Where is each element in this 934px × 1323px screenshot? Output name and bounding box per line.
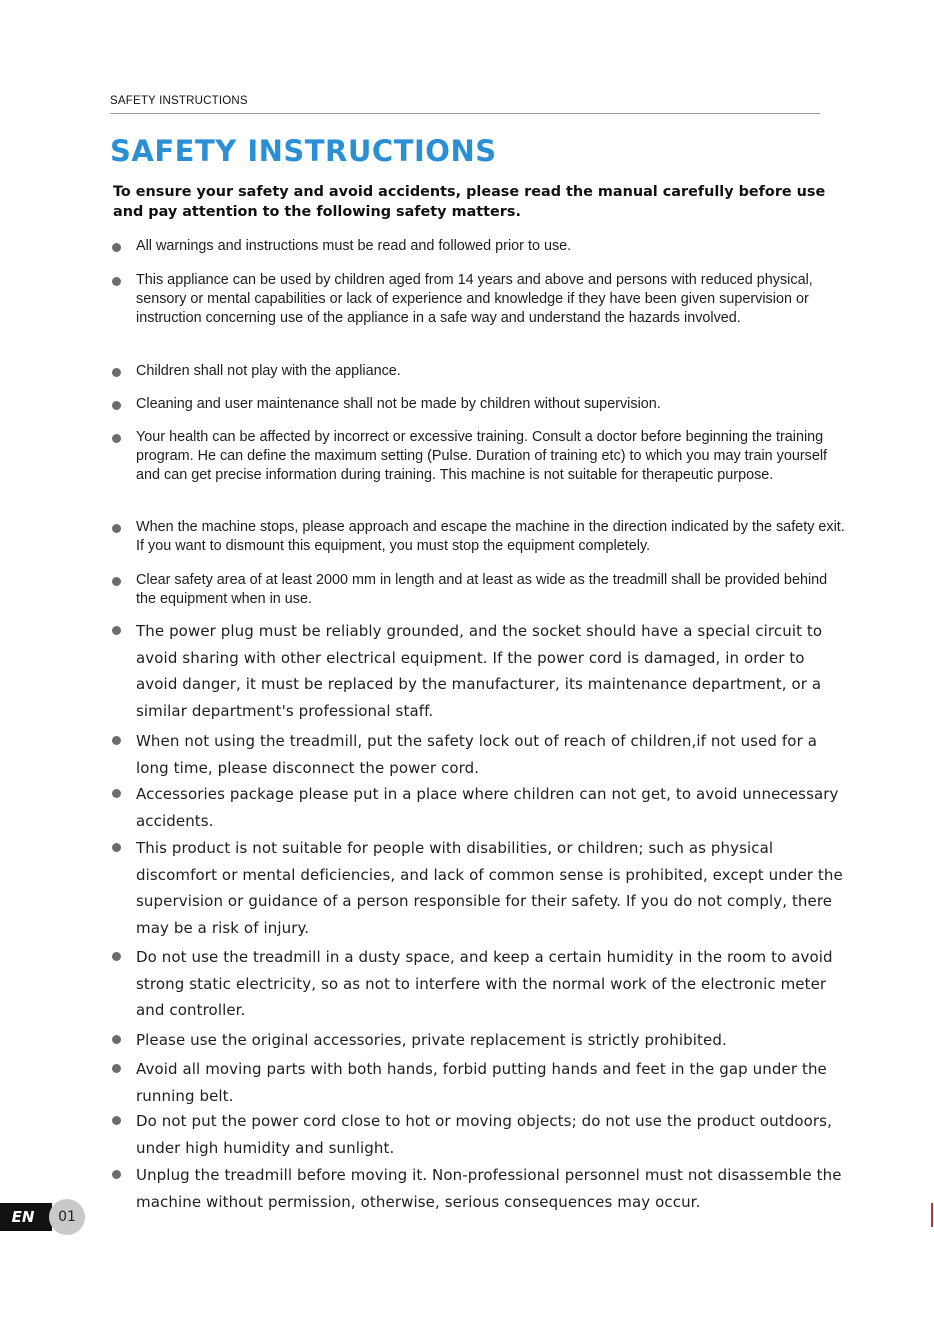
bullet-icon	[112, 524, 121, 533]
list-item-text: This appliance can be used by children aged from 14 years and above and persons with reduced physical, sensory or mental capabilities or lack of experience and knowledge if they have been given supervision or instruction concerning use of the appliance in a safe way and understand the hazards involved.	[136, 272, 813, 326]
list-item-text: Unplug the treadmill before moving it. Non-professional personnel must not disassemble the machine without permission, otherwise, serious consequences may occur.	[136, 1166, 842, 1211]
page-title: SAFETY INSTRUCTIONS	[110, 134, 497, 168]
list-item-text: When not using the treadmill, put the safety lock out of reach of children,if not used for a long time, please disconnect the power cord.	[136, 732, 817, 777]
list-item	[110, 618, 850, 724]
list-item	[110, 395, 850, 414]
list-item	[110, 237, 850, 256]
list-item-text: The power plug must be reliably grounded, and the socket should have a special circuit to avoid sharing with other electrical equipment. If the power cord is damaged, in order to avoid danger, it must be replaced by the manufacturer, its maintenance department, or a similar department's professional staff.	[136, 622, 823, 720]
list-item	[110, 728, 850, 781]
list-item-text: Do not put the power cord close to hot or moving objects; do not use the product outdoors, under high humidity and sunlight.	[136, 1112, 832, 1157]
language-tab: EN	[0, 1203, 52, 1231]
bullet-icon	[112, 736, 121, 745]
page-number-badge: 01	[49, 1199, 85, 1235]
list-item	[110, 781, 850, 834]
intro-paragraph: To ensure your safety and avoid accidents, please read the manual carefully before use and pay attention to the following safety matters.	[113, 184, 826, 220]
list-item	[110, 271, 850, 328]
list-item	[110, 1056, 850, 1109]
list-item-text: When the machine stops, please approach and escape the machine in the direction indicated by the safety exit. If you want to dismount this equipment, you must stop the equipment completely.	[136, 519, 845, 554]
edge-mark	[931, 1203, 933, 1227]
bullet-icon	[112, 434, 121, 443]
list-item-text: Your health can be affected by incorrect or excessive training. Consult a doctor before beginning the training program. He can define the maximum setting (Pulse. Duration of training etc) to which you may train yourself and can get precise information during training. This machine is not suitable for therapeutic purpose.	[136, 429, 828, 483]
bullet-icon	[112, 1170, 121, 1179]
list-item-text: This product is not suitable for people with disabilities, or children; such as physical discomfort or mental deficiencies, and lack of common sense is prohibited, except under the supervision or guidance of a person responsible for their safety. If you do not comply, there may be a risk of injury.	[136, 839, 843, 937]
bullet-icon	[112, 1064, 121, 1073]
header-divider	[110, 113, 820, 114]
bullet-icon	[112, 1116, 121, 1125]
running-header: SAFETY INSTRUCTIONS	[110, 95, 248, 107]
list-item	[110, 518, 850, 556]
list-item-text: Do not use the treadmill in a dusty space, and keep a certain humidity in the room to avoid strong static electricity, so as not to interfere with the normal work of the electronic meter and controller.	[136, 948, 833, 1019]
list-item	[110, 362, 850, 381]
list-item	[110, 944, 850, 1024]
list-item	[110, 428, 850, 485]
bullet-icon	[112, 1035, 121, 1044]
bullet-icon	[112, 368, 121, 377]
list-item-text: Please use the original accessories, private replacement is strictly prohibited.	[136, 1031, 727, 1049]
bullet-icon	[112, 789, 121, 798]
bullet-icon	[112, 401, 121, 410]
list-item	[110, 1108, 850, 1161]
bullet-icon	[112, 952, 121, 961]
list-item	[110, 835, 850, 941]
list-item-text: Clear safety area of at least 2000 mm in length and at least as wide as the treadmill shall be provided behind the equipment when in use.	[136, 572, 828, 607]
bullet-icon	[112, 243, 121, 252]
list-item	[110, 571, 850, 609]
list-item	[110, 1027, 850, 1054]
list-item-text: Avoid all moving parts with both hands, forbid putting hands and feet in the gap under the running belt.	[136, 1060, 827, 1105]
bullet-icon	[112, 626, 121, 635]
bullet-icon	[112, 277, 121, 286]
list-item-text: Accessories package please put in a place where children can not get, to avoid unnecessary accidents.	[136, 785, 839, 830]
list-item-text: Cleaning and user maintenance shall not be made by children without supervision.	[136, 396, 661, 412]
bullet-icon	[112, 577, 121, 586]
list-item	[110, 1162, 850, 1215]
list-item-text: Children shall not play with the appliance.	[136, 363, 401, 379]
list-item-text: All warnings and instructions must be read and followed prior to use.	[136, 238, 572, 254]
bullet-icon	[112, 843, 121, 852]
